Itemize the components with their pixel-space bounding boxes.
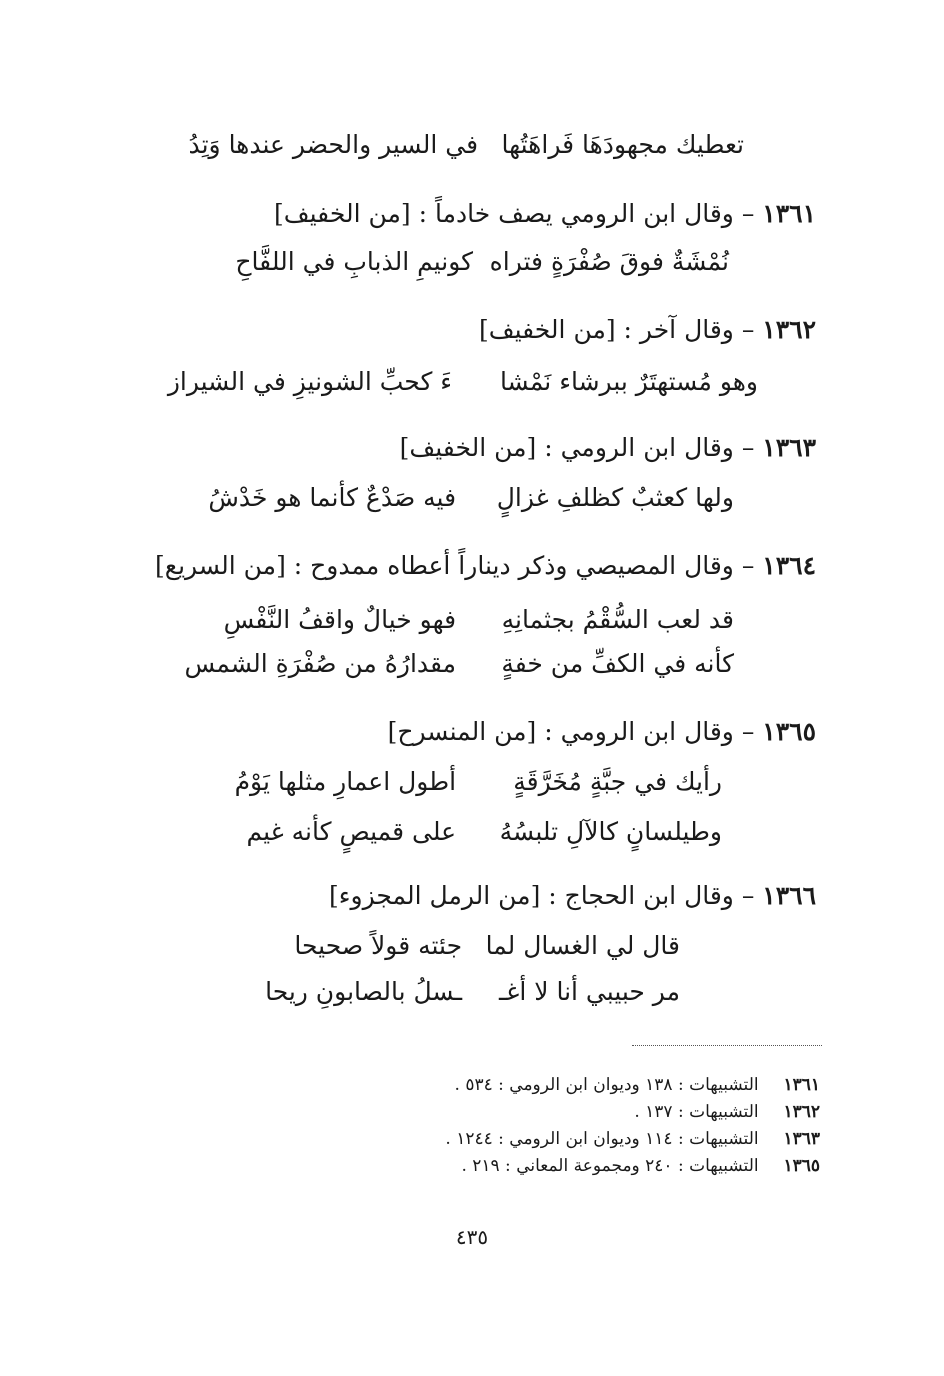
entry-heading: [329, 876, 816, 916]
entry-heading-text: – وقال المصيصي وذكر ديناراً أعطاه ممدوح : [من السريع]: [155, 551, 755, 580]
footnote: [455, 1072, 820, 1098]
verse-first-hemistich: تعطيك مجهودَهَا فَراهَتُها: [501, 130, 744, 159]
verse-line: [188, 125, 744, 165]
verse-line: [246, 812, 722, 852]
verse-line: [224, 600, 734, 640]
verse-line: [208, 478, 734, 518]
verse-first-hemistich: رأيك في جبَّةٍ مُخَرَّقَةٍ: [513, 767, 722, 796]
verse-first-hemistich: وهو مُستهتَرٌ ببرشاء نَمْشا: [499, 367, 758, 396]
verse-second-hemistich: ءَ كحبِّ الشونيزِ في الشيراز: [167, 367, 453, 396]
entry-heading-text: – وقال ابن الرومي يصف خادماً : [من الخفيف]: [274, 199, 755, 228]
entry-heading-text: – وقال ابن الحجاج : [من الرمل المجزوء]: [329, 881, 755, 910]
verse-line: [185, 644, 734, 684]
verse-second-hemistich: في السير والحضر عندها وَتِدُ: [188, 130, 479, 159]
footnote-number: ١٣٦١: [783, 1075, 820, 1095]
entry-number: ١٣٦١: [762, 199, 816, 228]
verse-line: [235, 242, 729, 282]
verse-line: [235, 762, 722, 802]
verse-second-hemistich: كونيمِ الذبابِ في اللفَّاحِ: [235, 247, 474, 276]
footnote: [461, 1153, 820, 1179]
entry-heading: [479, 310, 816, 350]
footnote-text: التشبيهات : ١٣٧ .: [634, 1102, 759, 1122]
verse-first-hemistich: قد لعب السُّقْمُ بجثمانِهِ: [501, 605, 734, 634]
verse-second-hemistich: أطول اعمارِ مثلها يَوْمُ: [234, 767, 457, 796]
footnote-number: ١٣٦٥: [783, 1156, 820, 1176]
verse-first-hemistich: مر حبيبي أنا لا أغـ: [498, 977, 680, 1006]
verse-first-hemistich: نُمْشَةٌ فوقَ صُفْرَةٍ فتراه: [489, 247, 729, 276]
entry-number: ١٣٦٦: [762, 881, 816, 910]
verse-second-hemistich: على قميصٍ كأنه غيم: [246, 817, 457, 846]
entry-heading: [155, 546, 816, 586]
entry-heading-text: – وقال ابن الرومي : [من الخفيف]: [399, 433, 755, 462]
verse-first-hemistich: وطيلسانٍ كالآلِ تلبسُهُ: [499, 817, 722, 846]
verse-line: [265, 972, 680, 1012]
verse-line: [294, 926, 680, 966]
entry-heading-text: – وقال آخر : [من الخفيف]: [478, 315, 755, 344]
entry-number: ١٣٦٤: [762, 551, 816, 580]
verse-second-hemistich: فهو خيالٌ واقفُ النَّفْسِ: [223, 605, 457, 634]
entry-heading: [400, 428, 816, 468]
footnote: [445, 1126, 820, 1152]
footnote-text: التشبيهات : ١٣٨ وديوان ابن الرومي : ٥٣٤ .: [454, 1075, 759, 1095]
footnote-number: ١٣٦٣: [783, 1129, 820, 1149]
entry-heading: [274, 194, 816, 234]
footnote-text: التشبيهات : ٢٤٠ ومجموعة المعاني : ٢١٩ .: [461, 1156, 759, 1176]
verse-first-hemistich: ولها كعثبٌ كظلفِ غزالٍ: [496, 483, 734, 512]
footnote-separator: [632, 1045, 822, 1046]
entry-number: ١٣٦٣: [762, 433, 816, 462]
verse-line: [168, 362, 758, 402]
entry-number: ١٣٦٥: [762, 717, 816, 746]
verse-second-hemistich: ـسلُ بالصابونِ ريحا: [265, 977, 463, 1006]
verse-second-hemistich: جئته قولاً صحيحا: [294, 931, 463, 960]
footnote-text: التشبيهات : ١١٤ وديوان ابن الرومي : ١٢٤٤ .: [445, 1129, 759, 1149]
verse-second-hemistich: فيه صَدْعٌ كأنما هو خَدْشُ: [208, 483, 457, 512]
page-number: ٤٣٥: [455, 1225, 489, 1249]
footnote-number: ١٣٦٢: [783, 1102, 820, 1122]
entry-heading-text: – وقال ابن الرومي : [من المنسرح]: [387, 717, 755, 746]
entry-number: ١٣٦٢: [762, 315, 816, 344]
verse-second-hemistich: مقدارُهُ من صُفْرَةِ الشمس: [184, 649, 457, 678]
verse-first-hemistich: قال لي الغسال لما: [485, 931, 680, 960]
footnote: [634, 1099, 820, 1125]
entry-heading: [388, 712, 816, 752]
verse-first-hemistich: كأنه في الكفِّ من خفةٍ: [501, 649, 734, 678]
